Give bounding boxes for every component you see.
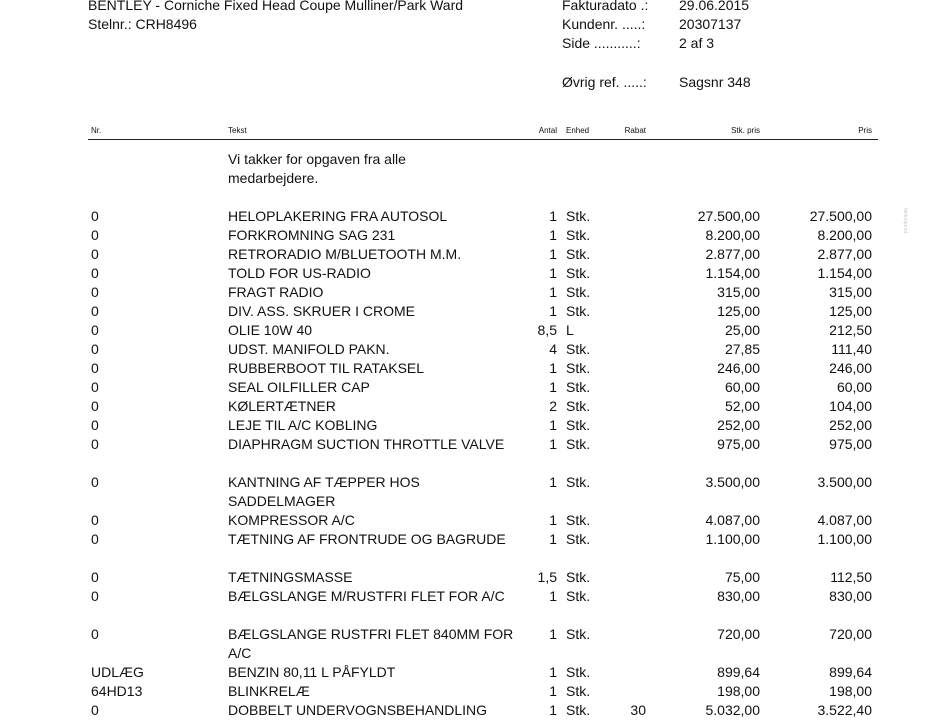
line-unit-price: 125,00 (717, 303, 760, 319)
line-unit-price: 4.087,00 (705, 512, 760, 528)
line-price: 2.877,00 (817, 246, 872, 262)
line-unit: Stk. (566, 303, 591, 319)
line-qty: 1 (549, 246, 557, 262)
line-text: TÆTNINGSMASSE (228, 569, 353, 585)
line-unit-price: 198,00 (717, 683, 760, 699)
chassis-number: Stelnr.: CRH8496 (88, 16, 197, 32)
line-nr: UDLÆG (91, 664, 144, 680)
line-price: 27.500,00 (809, 208, 872, 224)
line-qty: 1 (549, 531, 557, 547)
line-unit-price: 2.877,00 (705, 246, 760, 262)
intro-note: Vi takker for opgaven fra alle medarbejdere. (228, 151, 406, 186)
col-rabat: Rabat (624, 126, 646, 135)
line-unit: L (566, 322, 574, 338)
line-nr: 0 (91, 227, 99, 243)
line-qty: 1 (549, 265, 557, 281)
page-number-value: 2 af 3 (679, 35, 715, 51)
line-nr: 0 (91, 246, 99, 262)
line-unit: Stk. (566, 246, 591, 262)
invoice-line (0, 264, 938, 283)
reference-value: Sagsnr 348 (679, 74, 751, 90)
line-nr: 0 (91, 284, 99, 300)
line-price: 252,00 (829, 417, 872, 433)
invoice-date-row (562, 0, 749, 15)
line-unit-price: 25,00 (724, 322, 760, 338)
page-number-label: Side ...........: (562, 35, 641, 51)
invoice-date-label: Fakturadato .: (562, 0, 649, 13)
line-text: OLIE 10W 40 (228, 322, 313, 338)
line-price: 198,00 (829, 683, 872, 699)
line-unit-price: 246,00 (717, 360, 760, 376)
line-unit: Stk. (566, 379, 591, 395)
line-price: 3.522,40 (817, 702, 872, 718)
line-qty: 1 (549, 208, 557, 224)
line-nr: 0 (91, 702, 99, 718)
col-stk-pris: Stk. pris (731, 126, 760, 135)
line-text: BENZIN 80,11 L PÅFYLDT (228, 664, 396, 680)
line-price: 60,00 (836, 379, 872, 395)
invoice-line (0, 245, 938, 264)
col-enhed: Enhed (566, 126, 590, 135)
invoice-meta (562, 0, 749, 53)
line-text: KOMPRESSOR A/C (228, 512, 355, 528)
line-unit: Stk. (566, 341, 591, 357)
line-nr: 0 (91, 208, 99, 224)
invoice-lines (0, 207, 938, 720)
invoice-line (0, 359, 938, 378)
invoice-line (0, 435, 938, 473)
line-unit-price: 60,00 (724, 379, 760, 395)
line-nr: 0 (91, 341, 99, 357)
line-qty: 1 (549, 379, 557, 395)
line-price: 111,40 (831, 341, 872, 357)
line-qty: 1 (549, 417, 557, 433)
line-price: 246,00 (829, 360, 872, 376)
line-qty: 1 (549, 626, 557, 642)
line-unit-price: 252,00 (717, 417, 760, 433)
invoice-line (0, 530, 938, 568)
line-unit: Stk. (566, 683, 591, 699)
line-price: 125,00 (829, 303, 872, 319)
col-pris: Pris (858, 126, 872, 135)
line-unit: Stk. (566, 360, 591, 376)
line-unit-price: 52,00 (724, 398, 760, 414)
line-text: BLINKRELÆ (228, 683, 310, 699)
line-unit-price: 1.154,00 (705, 265, 760, 281)
line-unit-price: 975,00 (717, 436, 760, 452)
line-price: 4.087,00 (817, 512, 872, 528)
line-unit: Stk. (566, 569, 591, 585)
line-nr: 0 (91, 588, 99, 604)
table-header (0, 126, 938, 140)
invoice-line (0, 302, 938, 321)
invoice-line (0, 340, 938, 359)
line-unit: Stk. (566, 284, 591, 300)
col-nr: Nr. (91, 126, 102, 135)
line-price: 1.100,00 (817, 531, 872, 547)
line-price: 830,00 (829, 588, 872, 604)
col-antal: Antal (538, 126, 557, 135)
invoice-line (0, 663, 938, 682)
line-text: KØLERTÆTNER (228, 398, 336, 414)
line-qty: 1 (549, 664, 557, 680)
line-nr: 0 (91, 322, 99, 338)
customer-number-value: 20307137 (679, 16, 742, 32)
line-price: 1.154,00 (817, 265, 872, 281)
line-unit-price: 27,85 (724, 341, 760, 357)
line-unit-price: 75,00 (724, 569, 760, 585)
invoice-line (0, 682, 938, 701)
line-text: KANTNING AF TÆPPER HOS SADDELMAGER (228, 474, 420, 509)
line-text: RUBBERBOOT TIL RATAKSEL (228, 360, 425, 376)
line-nr: 0 (91, 512, 99, 528)
line-qty: 1 (549, 303, 557, 319)
invoice-line (0, 587, 938, 625)
line-text: LEJE TIL A/C KOBLING (228, 417, 378, 433)
line-text: DOBBELT UNDERVOGNSBEHANDLING (228, 702, 488, 718)
line-nr: 0 (91, 303, 99, 319)
line-nr: 0 (91, 417, 99, 433)
line-text: DIAPHRAGM SUCTION THROTTLE VALVE (228, 436, 505, 452)
line-text: UDST. MANIFOLD PAKN. (228, 341, 390, 357)
reference-label: Øvrig ref. .....: (562, 74, 647, 90)
line-nr: 0 (91, 398, 99, 414)
line-unit: Stk. (566, 208, 591, 224)
header-divider (88, 139, 878, 140)
line-qty: 1 (549, 512, 557, 528)
invoice-date-value: 29.06.2015 (679, 0, 750, 13)
line-qty: 1 (549, 702, 557, 718)
line-nr: 0 (91, 531, 99, 547)
line-unit-price: 720,00 (717, 626, 760, 642)
invoice-line (0, 568, 938, 587)
line-price: 212,50 (829, 322, 872, 338)
line-text: FORKROMNING SAG 231 (228, 227, 396, 243)
line-qty: 4 (549, 341, 557, 357)
line-price: 3.500,00 (817, 474, 872, 490)
line-unit-price: 1.100,00 (705, 531, 760, 547)
reference-row (562, 73, 751, 92)
line-unit: Stk. (566, 512, 591, 528)
line-unit-price: 830,00 (717, 588, 760, 604)
line-text: TOLD FOR US-RADIO (228, 265, 371, 281)
line-price: 104,00 (829, 398, 872, 414)
invoice-line (0, 226, 938, 245)
col-tekst: Tekst (228, 126, 247, 135)
line-unit: Stk. (566, 417, 591, 433)
line-unit: Stk. (566, 588, 591, 604)
line-nr: 0 (91, 265, 99, 281)
line-qty: 8,5 (537, 322, 557, 338)
line-qty: 2 (549, 398, 557, 414)
invoice-line (0, 701, 938, 720)
line-price: 8.200,00 (817, 227, 872, 243)
line-unit-price: 899,64 (717, 664, 760, 680)
vehicle-name: BENTLEY - Corniche Fixed Head Coupe Mulliner/Park Ward (88, 0, 464, 13)
line-qty: 1 (549, 360, 557, 376)
line-nr: 64HD13 (91, 683, 143, 699)
line-rabat: 30 (630, 702, 646, 718)
line-unit: Stk. (566, 265, 591, 281)
line-text: TÆTNING AF FRONTRUDE OG BAGRUDE (228, 531, 506, 547)
line-qty: 1 (549, 683, 557, 699)
invoice-line (0, 378, 938, 397)
line-unit-price: 5.032,00 (705, 702, 760, 718)
line-qty: 1,5 (537, 569, 557, 585)
line-unit: Stk. (566, 702, 591, 718)
line-unit: Stk. (566, 664, 591, 680)
line-text: DIV. ASS. SKRUER I CROME (228, 303, 415, 319)
line-unit-price: 315,00 (717, 284, 760, 300)
line-unit: Stk. (566, 474, 591, 490)
line-nr: 0 (91, 360, 99, 376)
line-nr: 0 (91, 626, 99, 642)
line-text: BÆLGSLANGE M/RUSTFRI FLET FOR A/C (228, 588, 505, 604)
line-qty: 1 (549, 588, 557, 604)
page-number-row (562, 34, 749, 53)
line-nr: 0 (91, 569, 99, 585)
vehicle-info (88, 0, 463, 34)
line-text: HELOPLAKERING FRA AUTOSOL (228, 208, 448, 224)
line-price: 112,50 (830, 569, 872, 585)
line-text: SEAL OILFILLER CAP (228, 379, 370, 395)
invoice-line (0, 321, 938, 340)
side-margin-text: fakturaprint (902, 208, 908, 234)
line-qty: 1 (549, 284, 557, 300)
line-unit: Stk. (566, 531, 591, 547)
line-qty: 1 (549, 227, 557, 243)
line-unit: Stk. (566, 626, 591, 642)
line-unit-price: 8.200,00 (705, 227, 760, 243)
invoice-line (0, 625, 938, 663)
customer-number-label: Kundenr. .....: (562, 16, 646, 32)
line-text: RETRORADIO M/BLUETOOTH M.M. (228, 246, 462, 262)
line-nr: 0 (91, 436, 99, 452)
line-text: BÆLGSLANGE RUSTFRI FLET 840MM FOR A/C (228, 626, 514, 661)
invoice-line (0, 283, 938, 302)
line-nr: 0 (91, 474, 99, 490)
invoice-line (0, 397, 938, 416)
invoice-line (0, 207, 938, 226)
line-price: 720,00 (829, 626, 872, 642)
line-price: 899,64 (829, 664, 872, 680)
line-text: FRAGT RADIO (228, 284, 324, 300)
line-unit-price: 3.500,00 (705, 474, 760, 490)
invoice-line (0, 511, 938, 530)
line-price: 975,00 (829, 436, 872, 452)
invoice-line (0, 473, 938, 511)
line-unit: Stk. (566, 398, 591, 414)
line-qty: 1 (549, 474, 557, 490)
line-unit-price: 27.500,00 (697, 208, 760, 224)
line-unit: Stk. (566, 436, 591, 452)
customer-number-row (562, 15, 749, 34)
line-nr: 0 (91, 379, 99, 395)
line-price: 315,00 (829, 284, 872, 300)
line-unit: Stk. (566, 227, 591, 243)
line-qty: 1 (549, 436, 557, 452)
invoice-line (0, 416, 938, 435)
